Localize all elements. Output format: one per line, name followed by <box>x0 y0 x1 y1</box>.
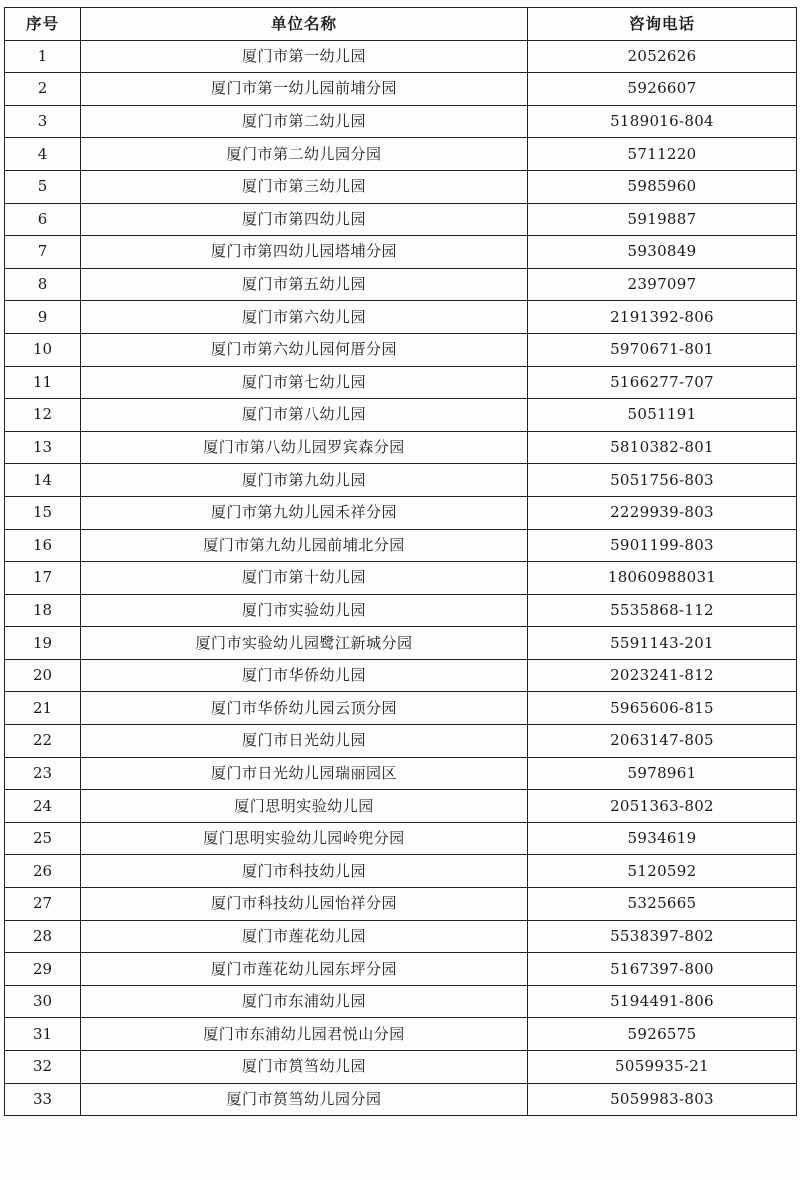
table-row <box>5 1051 797 1084</box>
unit-name-cell: 厦门市第三幼儿园 <box>81 170 528 203</box>
unit-name-cell: 厦门市第九幼儿园禾祥分园 <box>81 496 528 529</box>
phone-cell: 5810382-801 <box>528 431 797 464</box>
table-row <box>5 757 797 790</box>
phone-cell: 2063147-805 <box>528 725 797 758</box>
table-row <box>5 301 797 334</box>
unit-name-cell: 厦门市莲花幼儿园 <box>81 920 528 953</box>
unit-name-cell: 厦门市华侨幼儿园云顶分园 <box>81 692 528 725</box>
unit-name-cell: 厦门市第十幼儿园 <box>81 562 528 595</box>
serial-number-cell: 1 <box>5 40 81 73</box>
unit-name-cell: 厦门市实验幼儿园 <box>81 594 528 627</box>
unit-name-cell: 厦门市第二幼儿园分园 <box>81 138 528 171</box>
serial-number-cell: 33 <box>5 1083 81 1116</box>
unit-name-cell: 厦门市莲花幼儿园东坪分园 <box>81 953 528 986</box>
serial-number-cell: 14 <box>5 464 81 497</box>
serial-number-cell: 2 <box>5 73 81 106</box>
serial-number-cell: 7 <box>5 236 81 269</box>
table-row <box>5 73 797 106</box>
unit-name-cell: 厦门市第八幼儿园罗宾森分园 <box>81 431 528 464</box>
unit-name-cell: 厦门市科技幼儿园怡祥分园 <box>81 888 528 921</box>
unit-name-cell: 厦门市科技幼儿园 <box>81 855 528 888</box>
table-row <box>5 790 797 823</box>
header-unit-name: 单位名称 <box>81 8 528 41</box>
phone-cell: 5930849 <box>528 236 797 269</box>
serial-number-cell: 31 <box>5 1018 81 1051</box>
table-row <box>5 464 797 497</box>
phone-cell: 2191392-806 <box>528 301 797 334</box>
table-row <box>5 1083 797 1116</box>
table-row <box>5 920 797 953</box>
serial-number-cell: 27 <box>5 888 81 921</box>
phone-cell: 2023241-812 <box>528 659 797 692</box>
phone-cell: 2229939-803 <box>528 496 797 529</box>
unit-name-cell: 厦门市日光幼儿园瑞丽园区 <box>81 757 528 790</box>
phone-cell: 5189016-804 <box>528 105 797 138</box>
kindergarten-directory-table <box>4 7 797 1116</box>
phone-cell: 5120592 <box>528 855 797 888</box>
phone-cell: 5535868-112 <box>528 594 797 627</box>
phone-cell: 5970671-801 <box>528 333 797 366</box>
unit-name-cell: 厦门市筼筜幼儿园 <box>81 1051 528 1084</box>
serial-number-cell: 6 <box>5 203 81 236</box>
table-row <box>5 594 797 627</box>
phone-cell: 2397097 <box>528 268 797 301</box>
table-row <box>5 40 797 73</box>
table-row <box>5 236 797 269</box>
unit-name-cell: 厦门市第五幼儿园 <box>81 268 528 301</box>
table-body <box>5 40 797 1116</box>
unit-name-cell: 厦门市实验幼儿园鹭江新城分园 <box>81 627 528 660</box>
unit-name-cell: 厦门市东浦幼儿园君悦山分园 <box>81 1018 528 1051</box>
table-row <box>5 562 797 595</box>
table-row <box>5 203 797 236</box>
table-row <box>5 333 797 366</box>
serial-number-cell: 29 <box>5 953 81 986</box>
serial-number-cell: 15 <box>5 496 81 529</box>
header-serial-number: 序号 <box>5 8 81 41</box>
table-row <box>5 659 797 692</box>
phone-cell: 5051756-803 <box>528 464 797 497</box>
phone-cell: 5901199-803 <box>528 529 797 562</box>
unit-name-cell: 厦门市第八幼儿园 <box>81 399 528 432</box>
table-row <box>5 855 797 888</box>
phone-cell: 5059935-21 <box>528 1051 797 1084</box>
header-phone: 咨询电话 <box>528 8 797 41</box>
serial-number-cell: 13 <box>5 431 81 464</box>
table-row <box>5 985 797 1018</box>
table-row <box>5 170 797 203</box>
phone-cell: 5166277-707 <box>528 366 797 399</box>
phone-cell: 2051363-802 <box>528 790 797 823</box>
unit-name-cell: 厦门市第九幼儿园前埔北分园 <box>81 529 528 562</box>
unit-name-cell: 厦门市第七幼儿园 <box>81 366 528 399</box>
serial-number-cell: 3 <box>5 105 81 138</box>
unit-name-cell: 厦门思明实验幼儿园 <box>81 790 528 823</box>
phone-cell: 5325665 <box>528 888 797 921</box>
table-row <box>5 431 797 464</box>
table-row <box>5 692 797 725</box>
serial-number-cell: 9 <box>5 301 81 334</box>
serial-number-cell: 26 <box>5 855 81 888</box>
unit-name-cell: 厦门市第九幼儿园 <box>81 464 528 497</box>
phone-cell: 5934619 <box>528 822 797 855</box>
table-row <box>5 1018 797 1051</box>
phone-cell: 18060988031 <box>528 562 797 595</box>
unit-name-cell: 厦门市第六幼儿园 <box>81 301 528 334</box>
phone-cell: 5059983-803 <box>528 1083 797 1116</box>
phone-cell: 5167397-800 <box>528 953 797 986</box>
phone-cell: 5919887 <box>528 203 797 236</box>
unit-name-cell: 厦门市第四幼儿园塔埔分园 <box>81 236 528 269</box>
serial-number-cell: 30 <box>5 985 81 1018</box>
serial-number-cell: 25 <box>5 822 81 855</box>
serial-number-cell: 12 <box>5 399 81 432</box>
header-row <box>5 8 797 41</box>
unit-name-cell: 厦门思明实验幼儿园岭兜分园 <box>81 822 528 855</box>
table-row <box>5 268 797 301</box>
table-row <box>5 138 797 171</box>
serial-number-cell: 8 <box>5 268 81 301</box>
table-row <box>5 399 797 432</box>
unit-name-cell: 厦门市东浦幼儿园 <box>81 985 528 1018</box>
table-row <box>5 366 797 399</box>
unit-name-cell: 厦门市日光幼儿园 <box>81 725 528 758</box>
phone-cell: 5711220 <box>528 138 797 171</box>
phone-cell: 2052626 <box>528 40 797 73</box>
phone-cell: 5978961 <box>528 757 797 790</box>
serial-number-cell: 22 <box>5 725 81 758</box>
table-row <box>5 953 797 986</box>
table-row <box>5 627 797 660</box>
table-row <box>5 888 797 921</box>
phone-cell: 5051191 <box>528 399 797 432</box>
table-header <box>5 8 797 41</box>
phone-cell: 5194491-806 <box>528 985 797 1018</box>
phone-cell: 5538397-802 <box>528 920 797 953</box>
serial-number-cell: 21 <box>5 692 81 725</box>
serial-number-cell: 10 <box>5 333 81 366</box>
phone-cell: 5926575 <box>528 1018 797 1051</box>
phone-cell: 5985960 <box>528 170 797 203</box>
serial-number-cell: 20 <box>5 659 81 692</box>
unit-name-cell: 厦门市筼筜幼儿园分园 <box>81 1083 528 1116</box>
unit-name-cell: 厦门市第六幼儿园何厝分园 <box>81 333 528 366</box>
table-row <box>5 105 797 138</box>
serial-number-cell: 18 <box>5 594 81 627</box>
table-row <box>5 725 797 758</box>
unit-name-cell: 厦门市第一幼儿园 <box>81 40 528 73</box>
unit-name-cell: 厦门市华侨幼儿园 <box>81 659 528 692</box>
table-row <box>5 496 797 529</box>
serial-number-cell: 11 <box>5 366 81 399</box>
serial-number-cell: 28 <box>5 920 81 953</box>
unit-name-cell: 厦门市第四幼儿园 <box>81 203 528 236</box>
serial-number-cell: 5 <box>5 170 81 203</box>
serial-number-cell: 24 <box>5 790 81 823</box>
table-row <box>5 529 797 562</box>
phone-cell: 5965606-815 <box>528 692 797 725</box>
table-row <box>5 822 797 855</box>
phone-cell: 5926607 <box>528 73 797 106</box>
serial-number-cell: 4 <box>5 138 81 171</box>
serial-number-cell: 19 <box>5 627 81 660</box>
unit-name-cell: 厦门市第二幼儿园 <box>81 105 528 138</box>
serial-number-cell: 17 <box>5 562 81 595</box>
unit-name-cell: 厦门市第一幼儿园前埔分园 <box>81 73 528 106</box>
serial-number-cell: 16 <box>5 529 81 562</box>
serial-number-cell: 23 <box>5 757 81 790</box>
phone-cell: 5591143-201 <box>528 627 797 660</box>
serial-number-cell: 32 <box>5 1051 81 1084</box>
